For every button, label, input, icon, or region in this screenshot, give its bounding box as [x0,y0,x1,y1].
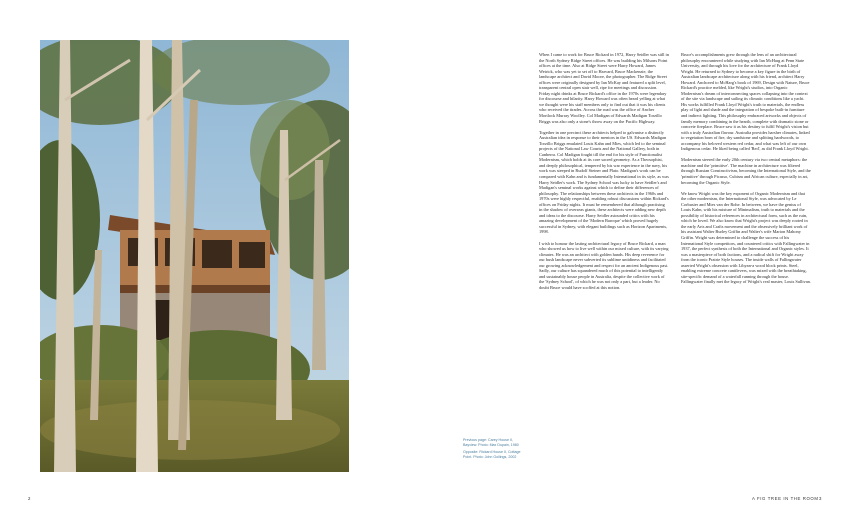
house-photo [40,40,349,472]
paragraph: When I came to work for Bruce Rickard in 1972, Harry Seidler was still in the North Sydney Ridge Street offices. He was building his Milsons Point offices at the time. Also at Ridge Street were Harry Howard, James Weirick, who was yet to set off to Harvard, Bruce Mackenzie, the landscape architect and David Moore, the photographer. The Ridge Street offices were originally designed by Ian McKay and featured a split level, transparent central open stair well, ripe for meetings and discussion. Friday night drinks at Bruce Rickard's office in the 1970s were legendary for discourse and hilarity. Harry Howard was often heard yelling at what we thought were his staff members only to find out that it was his clients who received the tirades. Across the road was the office of Ancher Mortlock Murray Woolley. Col Madigan of Edwards Madigan Torzillo Briggs was also only a stone's throw away on the Pacific Highway. [539,52,669,124]
page-number-right: 3 [819,496,822,501]
page-number-left: 2 [28,496,31,501]
paragraph: Modernism steered the early 20th century via two central metaphors: the machine and the 'primitive'. The machine in architecture was filtered through Russian Constructivism, becoming the International Style, and the 'primitive' through Picasso, Cubism and African culture, especially in art, becoming the Organic Style. [681,157,811,185]
paragraph: Together in one precinct these architects helped to galvanise a distinctly Australian idea in response to their mentors in the US. Edwards Madigan Torzillo Briggs emulated Louis Kahn and Mies, which led to the seminal projects of the National Law Courts and the National Gallery, both in Canberra. Col Madigan fought till the end for his style of Functionalist Modernism, which holds at its core sacred geometry. As a Theosophist, and deeply philosophical, tempered by his war experience in the navy, his work was steeped in Rudolf Steiner and Plato. Madigan's work can be compared with Kahn and is fundamentally International in its style, as was Harry Seidler's work. The Sydney School was lucky to have Seidler's and Madigan's seminal works against which to define their differences of philosophy. The relationships between these architects in the 1960s and 1970s were highly respectful, enabling robust discussions within Rickard's offices on Friday nights. It must be remembered that although practising in the shadow of overseas giants, these architects were adding new depth and ideas to the discourse. Harry Seidler astounded critics with his amazing development of the 'Modern Baroque' which proved hugely successful in Sydney, with elegant buildings such as Horizon Apartments, 1998. [539,129,669,235]
text-column-1 [539,52,669,296]
caption-previous-page: Previous page: Carey House II, Bayview. Photo: Max Dupain, 1980 [463,438,519,447]
paragraph: I wish to honour the lasting architectural legacy of Bruce Rickard, a man who showed us how to live well within our mixed culture, with its varying climates. He was an architect with golden hands. His deep reverence for our bush landscape never subverted its sublime untidiness and facilitated our growing acknowledgement and respect for an ancient Indigenous past. Sadly, our culture has squandered much of this potential to intelligently and sustainably house people in Australia, despite the collective work of the 'Sydney School', of which he was not only a part, but a leader. No doubt Bruce would have scoffed at this notion. [539,240,669,290]
paragraph: Bruce's accomplishments grew through the lens of an architectural philosophy encountered while studying with Ian McHarg at Penn State University, and through his love for the architecture of Frank Lloyd Wright. He returned to Sydney to become a key figure in the birth of Australian landscape architecture along with his friend, architect Harry Howard. Anchored to McHarg's book of 1969, Design with Nature, Bruce Rickard's practice melded, like Wright's studios, into Organic Modernism's dream of interconnecting spaces collapsing into the context of the site via landscape and sailing its climatic conditions like a yacht. His works fulfilled Frank Lloyd Wright's truth to materials, the endless play of light and shade and the integration of bespoke built-in furniture and indirect lighting. This philosophy embraced artworks and objects of family memory combining in the hearth, complete with dramatic stone or concrete fireplace. Bruce saw it as his destiny to fulfil Wright's vision but with a truly Australian flavour. Australia provides harsher climates, linked to vegetation born of fire, dry sandstone and splitting hardwoods, to accompany his beloved western red cedar, and what was left of our own Indigenous cedar. He liked being called 'Red', as did Frank Lloyd Wright. [681,52,810,152]
caption-opposite: Opposite: Rickard House II, Cottage Point. Photo: John Gollings, 2002 [463,450,521,459]
photo-caption [463,438,525,462]
running-head: A FIG TREE IN THE ROOM [752,496,819,501]
text-column-2 [681,52,811,290]
paragraph: We know Wright was the key exponent of Organic Modernism and that the other modernism, the International Style, was advocated by Le Corbusier and Mies van der Rohe. In between, we have the genius of Louis Kahn, with his mixture of Minimalism, truth to materials and the possibility of historical references in architectural form, such as the ruin, which he loved. We also know that Wright's project was deeply rooted in the early Arts and Crafts movement and the obsessively brilliant work of his assistant Walter Burley Griffin and Walter's wife Marion Mahony Griffin. Wright was determined to challenge the success of his International Style competitors, and countered critics with Fallingwater in 1937, the perfect synthesis of both the International and Organic styles. It was a masterpiece of both factions, and a radical shift for Wright away from the iconic Prairie Style houses. The inside walls of Fallingwater asserted Wright's obsession with Libyan-a wood block prints. Steel, enabling extreme concrete cantilevers, was mixed with the breathtaking, site-specific demand of a waterfall running through the house. Fallingwater finally met the legacy of Wright's real master, Louis Sullivan. [681,190,811,285]
